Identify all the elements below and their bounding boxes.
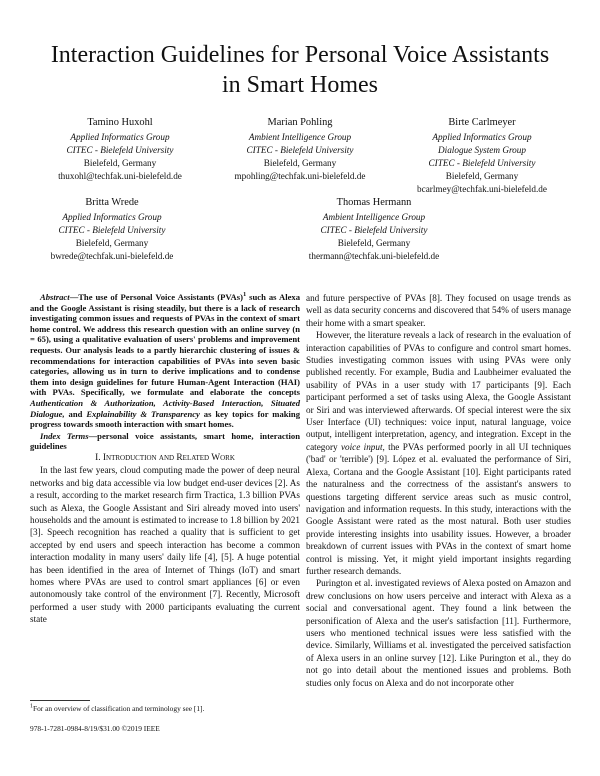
related-work-paragraph	[306, 329, 571, 577]
intro-paragraph: In the last few years, cloud computing made the power of deep neural networks and big data accessible via low budget end-user devices [2]. As a result, according to the market research firm Tractica, 1.3 billion PVAs such as Alexa, the Google Assistant and Siri already moved into users' households and the amount is estimated to increase to 1.8 billion by 2021 [3]. Speech recognition has reached a quality that is sufficient to get accepted by end users and speech interaction has become a common interaction modality in many users' daily life [4], [5]. A huge potential has been identified in the area of Internet of Things (IoT) and smart homes where PVAs are used to control smart appliances [6] or even autonomously take control of the environment [7]. Recently, Microsoft performed a user study with 2000 participants evaluating the current state	[30, 465, 300, 625]
abstract-concept-last: Explainability & Transparency	[86, 408, 200, 419]
author-email: thermann@techfak.uni-bielefeld.de	[308, 251, 440, 261]
author-block-2	[210, 116, 390, 183]
author-city: Bielefeld, Germany	[263, 158, 337, 168]
footnote	[30, 704, 300, 713]
footnote-marker: 1	[242, 291, 247, 299]
author-city: Bielefeld, Germany	[83, 158, 157, 168]
index-terms-text: —personal voice assistants, smart home, interaction guidelines	[30, 430, 301, 452]
author-institution: CITEC - Bielefeld University	[320, 225, 428, 235]
related-work-text-1: However, the literature reveals a lack of research in the evaluation of interaction capabilities of PVAs to configure and control smart homes. Studies investigating common issues with using PVAs were only published recently. For example, Budia and Laubheimer evaluated the usability of PVAs in a user study with 17 participants [9]. Each participant performed a set of tasks using Alexa, the Google Assistant or Siri and was interviewed afterwards. Of special interest were the six User Interface (UI) techniques: voice input, natural language, voice output, intelligent interpretation, agency, and integration. Except in the category	[306, 330, 571, 452]
related-work-emphasis: voice input	[340, 441, 383, 452]
author-group: Applied Informatics Group	[432, 132, 532, 142]
title-line-2: in Smart Homes	[222, 72, 378, 98]
abstract-and: and	[64, 408, 87, 419]
author-email: mpohling@techfak.uni-bielefeld.de	[234, 171, 366, 181]
copyright-notice: 978-1-7281-0984-8/19/$31.00 ©2019 IEEE	[30, 724, 160, 733]
right-column	[306, 292, 571, 689]
author-city: Bielefeld, Germany	[75, 238, 149, 248]
purington-paragraph: Purington et al. investigated reviews of Alexa posted on Amazon and drew conclusions on how users perceive and interact with Alexa as a social and conversational agent. They found a link between the personification of Alexa and the user's satisfaction [11]. Furthermore, users who mentioned technical issues were less satisfied with the device. Similarly, Williams et al. investigated the perceived satisfaction of Alexa users in an online survey [12]. Like Purington et al., they do not go into detail about the mentioned issues and problems. Both studies only focus on Alexa and do not incorporate other	[306, 578, 571, 688]
author-group-secondary: Dialogue System Group	[438, 145, 526, 155]
author-name: Birte Carlmeyer	[448, 117, 516, 128]
paragraph-continuation: and future perspective of PVAs [8]. They focused on usage trends as well as data security concerns and discovered that 54% of users manage their home with a smart speaker.	[306, 293, 571, 328]
author-email: bcarlmey@techfak.uni-bielefeld.de	[417, 184, 547, 194]
author-name: Thomas Hermann	[336, 197, 412, 208]
index-terms	[30, 431, 300, 452]
footnote-text: For an overview of classification and terminology see [1].	[33, 704, 205, 713]
author-name: Tamino Huxohl	[87, 117, 153, 128]
abstract-text-1: —The use of Personal Voice Assistants (PVAs)	[69, 292, 243, 302]
left-column	[30, 292, 300, 626]
author-group: Ambient Intelligence Group	[248, 132, 352, 142]
paper-title	[20, 40, 580, 100]
author-block-4	[22, 196, 202, 263]
abstract-concepts: Authentication & Authorization, Activity-Based Interaction, Situated Dialogue,	[30, 397, 300, 419]
author-institution: CITEC - Bielefeld University	[246, 145, 354, 155]
abstract-text-2: such as Alexa and the Google Assistant is rising steadily, but there is a lack of research investigating common issues and requests of PVAs in the context of smart home control. We address this research question with an online survey (n = 65), using a qualitative evaluation of users' problems and improvement requests. Our analysis leads to a partly hierarchic clustering of issues & recommendations for interaction capabilities of PVAs into seven basic categories, allowing us in turn to derive implications and to condense them into design guidelines for future Human-Agent Interaction (HAI) with PVAs. Specifically, we formulate and elaborate the concepts	[30, 292, 300, 398]
author-group: Ambient Intelligence Group	[322, 212, 426, 222]
title-line-1: Interaction Guidelines for Personal Voice Assistants	[50, 42, 550, 68]
author-block-1	[30, 116, 210, 183]
author-institution: CITEC - Bielefeld University	[58, 225, 166, 235]
author-group: Applied Informatics Group	[62, 212, 162, 222]
author-name: Britta Wrede	[85, 197, 139, 208]
abstract-text-3: as key topics for making progress towards smooth interaction with smart homes.	[30, 408, 300, 430]
abstract	[30, 292, 300, 430]
abstract-label: Abstract	[40, 292, 70, 302]
author-email: bwrede@techfak.uni-bielefeld.de	[50, 251, 174, 261]
section-heading: I. Introduction and Related Work	[95, 452, 235, 463]
author-block-5	[284, 196, 464, 263]
author-group: Applied Informatics Group	[70, 132, 170, 142]
author-city: Bielefeld, Germany	[337, 238, 411, 248]
author-name: Marian Pohling	[267, 117, 333, 128]
author-institution: CITEC - Bielefeld University	[66, 145, 174, 155]
author-email: thuxohl@techfak.uni-bielefeld.de	[58, 171, 182, 181]
index-terms-label: Index Terms	[40, 430, 89, 441]
author-city: Bielefeld, Germany	[445, 171, 519, 181]
author-institution: CITEC - Bielefeld University	[428, 158, 536, 168]
footnote-divider	[30, 700, 90, 701]
related-work-text-2: , the PVAs performed poorly in all UI techniques ('bad' or 'terrible') [9]. López et al. evaluated the performance of Siri, Alexa, Cortana and the Google Assistant [10]. Eight participants rated the naturalness and the correctness of the assistant's answers to questions targeting different service areas such as music control, navigation and information requests. In this study, interactions with the Google Assistant were rated as the most natural. Both user studies provide interesting insights into usability issues. However, a broader breakdown of current issues with PVAs in the context of smart home control is missing. Yet, it might yield important insights regarding further research demands.	[306, 441, 571, 576]
footnote-number: 1	[30, 703, 33, 710]
author-block-3	[392, 116, 572, 196]
